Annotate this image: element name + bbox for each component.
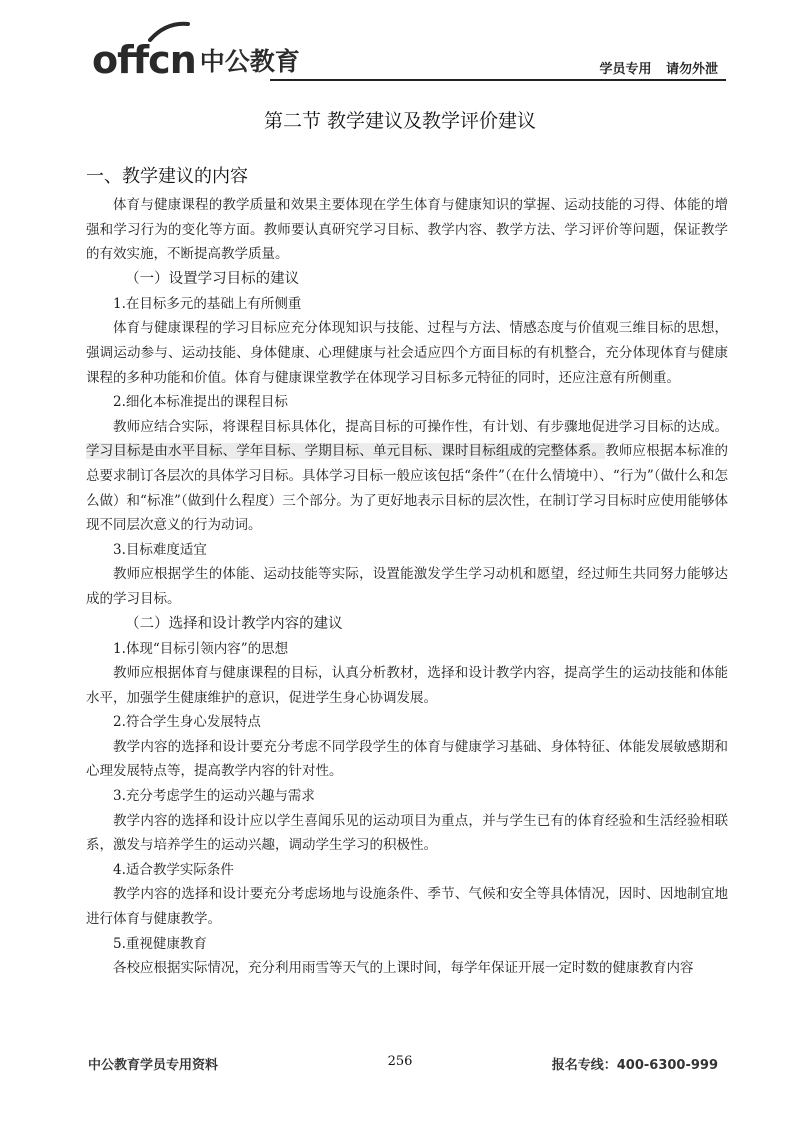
item-title: 4.适合教学实际条件	[113, 861, 234, 878]
logo-text-en: offcn	[92, 38, 196, 82]
logo-swoosh-icon	[148, 20, 190, 42]
page-header	[0, 0, 800, 90]
item-paragraph	[86, 415, 728, 538]
item-title: 2.符合学生身心发展特点	[113, 714, 261, 731]
logo-text-cn: 中公教育	[199, 47, 300, 76]
highlighted-text: 学习目标是由水平目标、学年目标、学期目标、单元目标、课时目标组成的完整体系。	[86, 443, 606, 460]
item-paragraph: 体育与健康课程的学习目标应充分体现知识与技能、过程与方法、情感态度与价值观三维目标的思想，强调运动参与、运动技能、身体健康、心理健康与社会适应四个方面目标的有机整合，充分体现体育与健康课程的多种功能和价值。体育与健康课堂教学在体现学习目标多元特征的同时，还应注意有所侧重。	[86, 320, 728, 386]
item-paragraph: 教学内容的选择和设计应以学生喜闻乐见的运动项目为重点，并与学生已有的体育经验和生活经验相联系，激发与培养学生的运动兴趣，调动学生学习的积极性。	[86, 812, 728, 854]
item-title: 1.体现“目标引领内容”的思想	[113, 640, 289, 657]
item-paragraph: 教学内容的选择和设计要充分考虑场地与设施条件、季节、气候和安全等具体情况，因时、因地制宜地进行体育与健康教学。	[86, 886, 728, 928]
page-number: 256	[387, 1054, 413, 1069]
item-paragraph: 教师应根据学生的体能、运动技能等实际，设置能激发学生学习动机和愿望，经过师生共同努力能够达成的学习目标。	[86, 566, 728, 607]
paragraph-text: 教师应根据本标准的总要求制订各层次的具体学习目标。具体学习目标一般应该包括“条件”（在什么情境中）、“行为”（做什么和怎么做）和“标准”（做到什么程度）三个部分。为了更好地表示目标的层次性，在制订学习目标时应使用能够体现不同层次意义的行为动词。	[86, 443, 729, 534]
page-footer	[0, 1046, 800, 1076]
footer-label: 中公教育学员专用资料	[88, 1058, 219, 1073]
document-body	[86, 193, 728, 981]
item-title: 3.目标难度适宜	[113, 541, 207, 558]
subsection-heading-2: （二）选择和设计教学内容的建议	[125, 615, 343, 632]
item-title: 5.重视健康教育	[113, 935, 207, 952]
item-title: 2.细化本标准提出的课程目标	[113, 394, 288, 411]
footer-hotline: 报名专线：400-6300-999	[551, 1058, 718, 1073]
heading-level1: 一、教学建议的内容	[86, 166, 248, 187]
intro-paragraph: 体育与健康课程的教学质量和效果主要体现在学生体育与健康知识的掌握、运动技能的习得、体能的增强和学习行为的变化等方面。教师要认真研究学习目标、教学内容、教学方法、学习评价等问题，保证教学的有效实施，不断提高教学质量。	[86, 197, 728, 263]
section-title: 第二节 教学建议及教学评价建议	[263, 110, 537, 132]
header-rule	[270, 79, 726, 81]
subsection-heading-1: （一）设置学习目标的建议	[125, 270, 300, 287]
item-paragraph: 教师应根据体育与健康课程的目标，认真分析教材，选择和设计教学内容，提高学生的运动技能和体能水平，加强学生健康维护的意识，促进学生身心协调发展。	[86, 665, 728, 706]
header-tag	[589, 58, 718, 77]
paragraph-text: 教师应结合实际，将课程目标具体化，提高目标的可操作性，有计划、有步骤地促进学习目标的达成。	[113, 418, 728, 435]
item-title: 3.充分考虑学生的运动兴趣与需求	[113, 788, 315, 805]
offcn-logo	[92, 32, 300, 80]
item-title: 1.在目标多元的基础上有所侧重	[113, 295, 302, 312]
header-tag-confidential: 请勿外泄	[665, 62, 718, 77]
item-paragraph: 各校应根据实际情况，充分利用雨雪等天气的上课时间，每学年保证开展一定时数的健康教育内容	[113, 960, 694, 977]
item-paragraph: 教学内容的选择和设计要充分考虑不同学段学生的体育与健康学习基础、身体特征、体能发展敏感期和心理发展特点等，提高教学内容的针对性。	[86, 738, 728, 780]
header-tag-members: 学员专用	[599, 62, 652, 77]
